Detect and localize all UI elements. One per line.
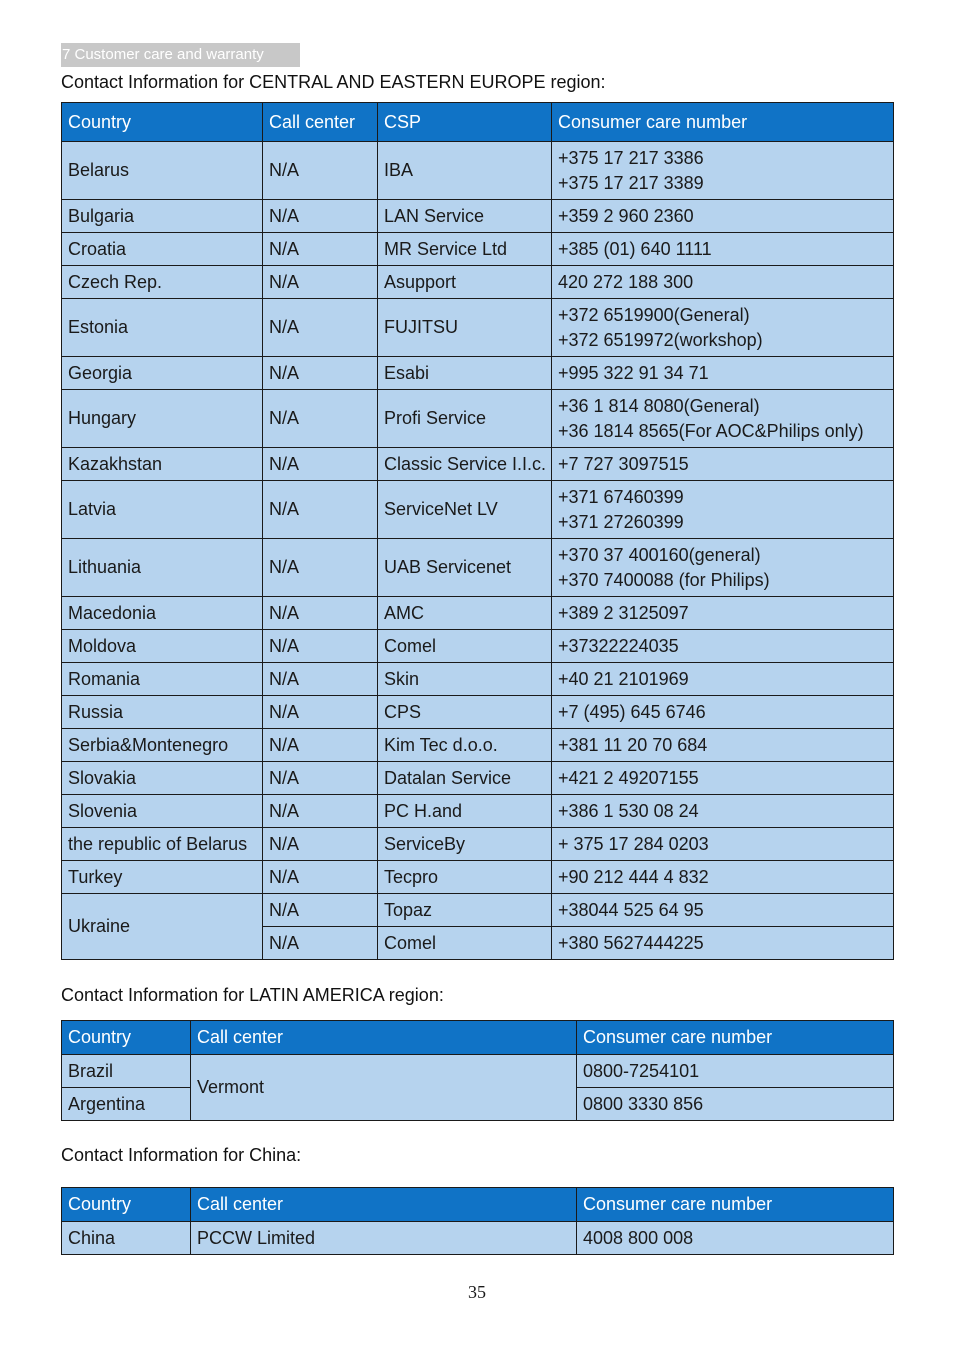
phone-number: +36 1814 8565(For AOC&Philips only) bbox=[558, 420, 864, 441]
table-row bbox=[62, 729, 894, 762]
csp-cell: Comel bbox=[378, 927, 552, 960]
csp-cell: Asupport bbox=[378, 266, 552, 299]
call-center-cell: N/A bbox=[263, 299, 378, 357]
country-cell: Hungary bbox=[62, 390, 263, 448]
number-cell: 0800-7254101 bbox=[577, 1055, 894, 1088]
country-cell: Slovenia bbox=[62, 795, 263, 828]
table-row bbox=[62, 1222, 894, 1255]
phone-number: +370 7400088 (for Philips) bbox=[558, 569, 770, 590]
table-row bbox=[62, 696, 894, 729]
country-cell: Czech Rep. bbox=[62, 266, 263, 299]
table-row bbox=[62, 357, 894, 390]
table-row bbox=[62, 597, 894, 630]
column-header-csp: CSP bbox=[378, 103, 552, 142]
csp-cell: Esabi bbox=[378, 357, 552, 390]
call-center-cell: N/A bbox=[263, 390, 378, 448]
country-cell: Russia bbox=[62, 696, 263, 729]
table-row bbox=[62, 828, 894, 861]
call-center-cell: N/A bbox=[263, 762, 378, 795]
number-cell: +995 322 91 34 71 bbox=[552, 357, 894, 390]
column-header-call-center: Call center bbox=[263, 103, 378, 142]
call-center-cell: N/A bbox=[263, 828, 378, 861]
csp-cell: Kim Tec d.o.o. bbox=[378, 729, 552, 762]
number-cell: +421 2 49207155 bbox=[552, 762, 894, 795]
csp-cell: Topaz bbox=[378, 894, 552, 927]
country-cell: Romania bbox=[62, 663, 263, 696]
section-title-china: Contact Information for China: bbox=[61, 1145, 302, 1165]
table-row bbox=[62, 448, 894, 481]
number-cell: +38044 525 64 95 bbox=[552, 894, 894, 927]
call-center-cell: N/A bbox=[263, 142, 378, 200]
table-row bbox=[62, 481, 894, 539]
csp-cell: LAN Service bbox=[378, 200, 552, 233]
table-header-row bbox=[62, 103, 894, 142]
number-cell: 420 272 188 300 bbox=[552, 266, 894, 299]
country-cell: Estonia bbox=[62, 299, 263, 357]
call-center-cell: N/A bbox=[263, 729, 378, 762]
number-cell: +386 1 530 08 24 bbox=[552, 795, 894, 828]
column-header-country: Country bbox=[62, 1021, 191, 1055]
column-header-call-center: Call center bbox=[191, 1021, 577, 1055]
csp-cell: Profi Service bbox=[378, 390, 552, 448]
csp-cell: Datalan Service bbox=[378, 762, 552, 795]
number-cell: +380 5627444225 bbox=[552, 927, 894, 960]
country-cell: Slovakia bbox=[62, 762, 263, 795]
cee-contact-table bbox=[61, 102, 894, 960]
csp-cell: FUJITSU bbox=[378, 299, 552, 357]
phone-number: +371 27260399 bbox=[558, 511, 684, 532]
phone-number: +375 17 217 3386 bbox=[558, 147, 704, 168]
call-center-cell: N/A bbox=[263, 233, 378, 266]
number-cell: +7 727 3097515 bbox=[552, 448, 894, 481]
table-row bbox=[62, 200, 894, 233]
call-center-cell: N/A bbox=[263, 266, 378, 299]
csp-cell: ServiceBy bbox=[378, 828, 552, 861]
table-row bbox=[62, 233, 894, 266]
table-row bbox=[62, 539, 894, 597]
country-cell: Belarus bbox=[62, 142, 263, 200]
number-cell: 0800 3330 856 bbox=[577, 1088, 894, 1121]
number-cell bbox=[552, 142, 894, 200]
number-cell: +90 212 444 4 832 bbox=[552, 861, 894, 894]
csp-cell: ServiceNet LV bbox=[378, 481, 552, 539]
country-cell: Kazakhstan bbox=[62, 448, 263, 481]
phone-number: +372 6519900(General) bbox=[558, 304, 750, 325]
call-center-cell: N/A bbox=[263, 200, 378, 233]
call-center-cell: N/A bbox=[263, 861, 378, 894]
page-number: 35 bbox=[468, 1282, 486, 1302]
country-cell: China bbox=[62, 1222, 191, 1255]
country-cell: Macedonia bbox=[62, 597, 263, 630]
column-header-consumer-care-number: Consumer care number bbox=[577, 1188, 894, 1222]
number-cell: + 375 17 284 0203 bbox=[552, 828, 894, 861]
table-row bbox=[62, 795, 894, 828]
table-row bbox=[62, 894, 894, 927]
call-center-cell: N/A bbox=[263, 696, 378, 729]
phone-number: +372 6519972(workshop) bbox=[558, 329, 763, 350]
country-cell: Ukraine bbox=[62, 894, 263, 960]
number-cell: +381 11 20 70 684 bbox=[552, 729, 894, 762]
table-row bbox=[62, 266, 894, 299]
country-cell: Brazil bbox=[62, 1055, 191, 1088]
call-center-cell: N/A bbox=[263, 927, 378, 960]
csp-cell: CPS bbox=[378, 696, 552, 729]
number-cell bbox=[552, 299, 894, 357]
phone-number: +370 37 400160(general) bbox=[558, 544, 761, 565]
country-cell: Bulgaria bbox=[62, 200, 263, 233]
csp-cell: IBA bbox=[378, 142, 552, 200]
country-cell: Lithuania bbox=[62, 539, 263, 597]
table-row bbox=[62, 142, 894, 200]
number-cell bbox=[552, 390, 894, 448]
number-cell: 4008 800 008 bbox=[577, 1222, 894, 1255]
phone-number: +371 67460399 bbox=[558, 486, 684, 507]
call-center-cell: N/A bbox=[263, 630, 378, 663]
call-center-cell: Vermont bbox=[191, 1055, 577, 1121]
table-row bbox=[62, 630, 894, 663]
number-cell bbox=[552, 481, 894, 539]
number-cell: +7 (495) 645 6746 bbox=[552, 696, 894, 729]
phone-number: +375 17 217 3389 bbox=[558, 172, 704, 193]
table-row bbox=[62, 762, 894, 795]
call-center-cell: N/A bbox=[263, 795, 378, 828]
column-header-consumer-care-number: Consumer care number bbox=[552, 103, 894, 142]
csp-cell: PC H.and bbox=[378, 795, 552, 828]
phone-number: +36 1 814 8080(General) bbox=[558, 395, 760, 416]
number-cell: +37322224035 bbox=[552, 630, 894, 663]
csp-cell: AMC bbox=[378, 597, 552, 630]
call-center-cell: N/A bbox=[263, 894, 378, 927]
chapter-tab: 7 Customer care and warranty bbox=[61, 43, 300, 67]
country-cell: Moldova bbox=[62, 630, 263, 663]
table-header-row bbox=[62, 1021, 894, 1055]
call-center-cell: PCCW Limited bbox=[191, 1222, 577, 1255]
country-cell: Croatia bbox=[62, 233, 263, 266]
csp-cell: Classic Service I.I.c. bbox=[378, 448, 552, 481]
csp-cell: MR Service Ltd bbox=[378, 233, 552, 266]
column-header-country: Country bbox=[62, 103, 263, 142]
country-cell: Argentina bbox=[62, 1088, 191, 1121]
section-title-latin-america: Contact Information for LATIN AMERICA region: bbox=[61, 985, 444, 1005]
table-row bbox=[62, 861, 894, 894]
column-header-call-center: Call center bbox=[191, 1188, 577, 1222]
call-center-cell: N/A bbox=[263, 539, 378, 597]
csp-cell: UAB Servicenet bbox=[378, 539, 552, 597]
column-header-country: Country bbox=[62, 1188, 191, 1222]
country-cell: Turkey bbox=[62, 861, 263, 894]
latin-america-contact-table bbox=[61, 1020, 894, 1121]
table-row bbox=[62, 1055, 894, 1088]
call-center-cell: N/A bbox=[263, 357, 378, 390]
number-cell: +389 2 3125097 bbox=[552, 597, 894, 630]
number-cell: +40 21 2101969 bbox=[552, 663, 894, 696]
csp-cell: Comel bbox=[378, 630, 552, 663]
section-title-cee: Contact Information for CENTRAL AND EASTERN EUROPE region: bbox=[61, 72, 606, 92]
number-cell bbox=[552, 539, 894, 597]
china-contact-table bbox=[61, 1187, 894, 1255]
table-row bbox=[62, 390, 894, 448]
call-center-cell: N/A bbox=[263, 663, 378, 696]
country-cell: the republic of Belarus bbox=[62, 828, 263, 861]
csp-cell: Tecpro bbox=[378, 861, 552, 894]
number-cell: +385 (01) 640 1111 bbox=[552, 233, 894, 266]
table-row bbox=[62, 299, 894, 357]
country-cell: Serbia&Montenegro bbox=[62, 729, 263, 762]
number-cell: +359 2 960 2360 bbox=[552, 200, 894, 233]
table-header-row bbox=[62, 1188, 894, 1222]
csp-cell: Skin bbox=[378, 663, 552, 696]
country-cell: Latvia bbox=[62, 481, 263, 539]
country-cell: Georgia bbox=[62, 357, 263, 390]
call-center-cell: N/A bbox=[263, 448, 378, 481]
call-center-cell: N/A bbox=[263, 481, 378, 539]
table-row bbox=[62, 663, 894, 696]
column-header-consumer-care-number: Consumer care number bbox=[577, 1021, 894, 1055]
call-center-cell: N/A bbox=[263, 597, 378, 630]
